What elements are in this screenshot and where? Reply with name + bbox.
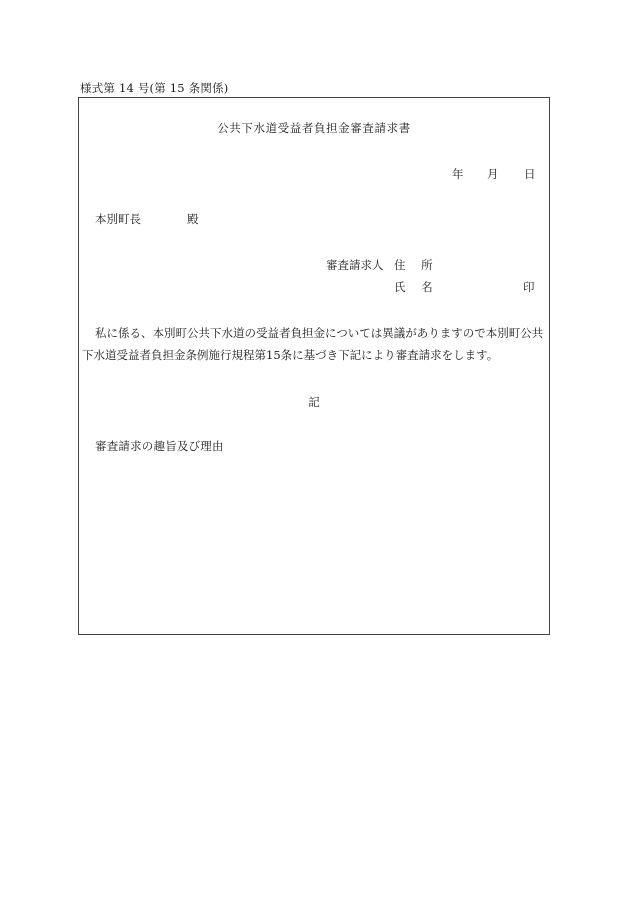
reason-heading: 審査請求の趣旨及び理由 (95, 439, 224, 453)
addressee-name: 本別町長 (95, 212, 141, 226)
name-label: 氏 名 (394, 280, 439, 294)
request-body-line-2: 下水道受益者負担金条例施行規程第15条に基づき下記により審査請求をします。 (82, 348, 499, 362)
request-body-line-1: 私に係る、本別町公共下水道の受益者負担金については異議がありますので本別町公共 (95, 326, 544, 340)
claimant-label: 審査請求人 (326, 258, 384, 272)
request-body (79, 322, 551, 366)
ki-heading: 記 (308, 395, 320, 409)
addressee-honorific: 殿 (187, 212, 199, 226)
form-frame (78, 97, 550, 635)
seal-mark: 印 (523, 280, 535, 294)
date-day-label: 日 (524, 167, 536, 181)
date-month-label: 月 (487, 167, 499, 181)
address-label: 住 所 (394, 258, 439, 272)
date-year-label: 年 (452, 167, 464, 181)
form-number: 様式第 14 号(第 15 条関係) (80, 81, 229, 95)
document-title: 公共下水道受益者負担金審査請求書 (217, 121, 411, 135)
